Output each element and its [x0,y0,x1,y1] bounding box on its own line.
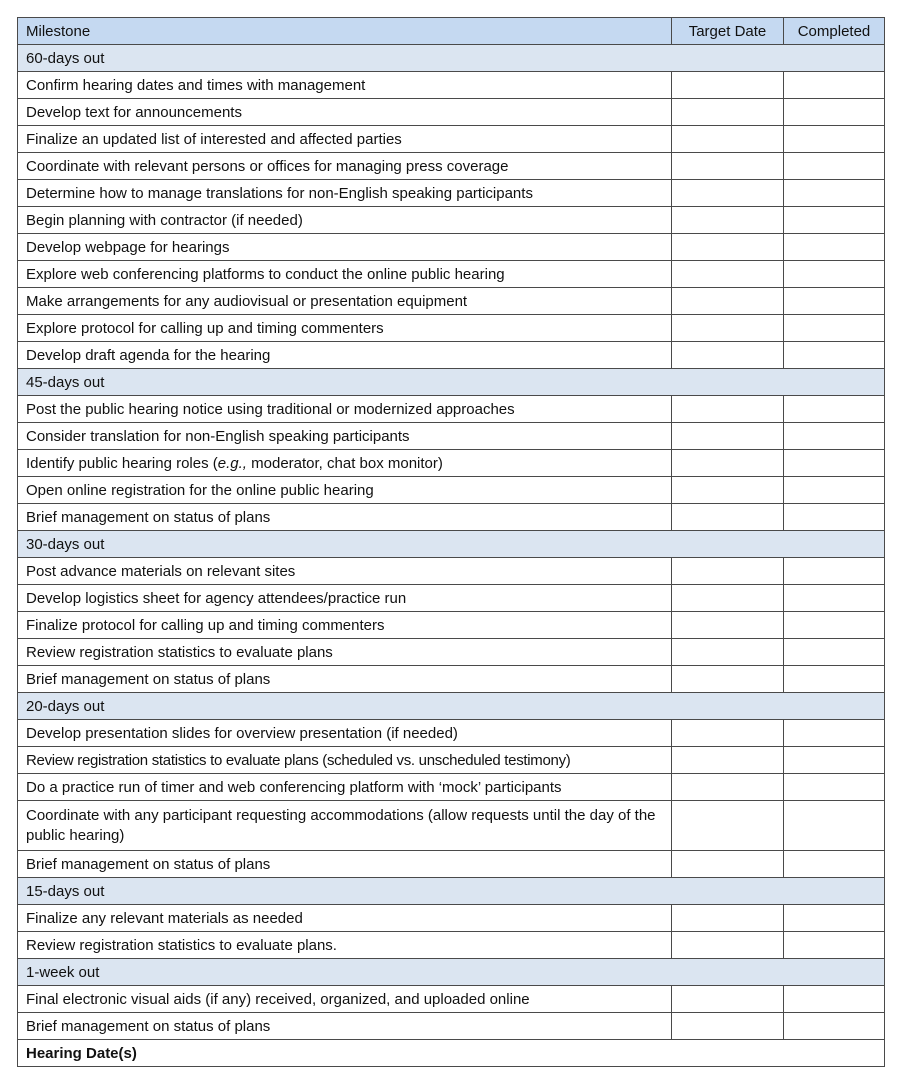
target-date-cell[interactable] [672,450,784,477]
completed-cell[interactable] [784,234,885,261]
target-date-cell[interactable] [672,932,784,959]
milestone-text: Finalize an updated list of interested and affected parties [18,126,672,153]
table-row [18,666,885,693]
target-date-cell[interactable] [672,261,784,288]
completed-cell[interactable] [784,342,885,369]
completed-cell[interactable] [784,747,885,774]
table-row [18,207,885,234]
table-row [18,126,885,153]
completed-cell[interactable] [784,288,885,315]
milestone-text: Review registration statistics to evaluate plans. [18,932,672,959]
completed-cell[interactable] [784,612,885,639]
table-row [18,477,885,504]
milestone-text: Brief management on status of plans [18,666,672,693]
completed-cell[interactable] [784,932,885,959]
table-row [18,612,885,639]
milestone-text: Post advance materials on relevant sites [18,558,672,585]
milestone-text: Confirm hearing dates and times with management [18,72,672,99]
target-date-cell[interactable] [672,72,784,99]
completed-cell[interactable] [784,450,885,477]
milestone-text: Finalize protocol for calling up and timing commenters [18,612,672,639]
completed-cell[interactable] [784,153,885,180]
milestone-text: Review registration statistics to evaluate plans (scheduled vs. unscheduled testimony) [18,747,672,774]
section-label: 1-week out [18,959,885,986]
section-row-1-week [18,959,885,986]
table-row [18,720,885,747]
section-row-20-days [18,693,885,720]
header-row [18,18,885,45]
milestone-text: Determine how to manage translations for non-English speaking participants [18,180,672,207]
milestone-text: Coordinate with any participant requesting accommodations (allow requests until the day of the public hearing) [18,801,672,851]
target-date-cell[interactable] [672,423,784,450]
milestone-text: Brief management on status of plans [18,504,672,531]
milestone-text: Explore web conferencing platforms to conduct the online public hearing [18,261,672,288]
completed-cell[interactable] [784,558,885,585]
completed-cell[interactable] [784,851,885,878]
table-row [18,1013,885,1040]
completed-cell[interactable] [784,396,885,423]
target-date-cell[interactable] [672,477,784,504]
target-date-cell[interactable] [672,774,784,801]
milestone-text: Do a practice run of timer and web conferencing platform with ‘mock’ participants [18,774,672,801]
target-date-cell[interactable] [672,639,784,666]
hearing-date-row [18,1040,885,1067]
target-date-cell[interactable] [672,342,784,369]
section-label: 30-days out [18,531,885,558]
milestone-text: Develop draft agenda for the hearing [18,342,672,369]
milestone-text: Coordinate with relevant persons or offices for managing press coverage [18,153,672,180]
target-date-cell[interactable] [672,1013,784,1040]
table-row [18,261,885,288]
milestone-text: Review registration statistics to evaluate plans [18,639,672,666]
completed-cell[interactable] [784,1013,885,1040]
table-row [18,288,885,315]
milestone-text: Finalize any relevant materials as needed [18,905,672,932]
completed-cell[interactable] [784,126,885,153]
section-label: 45-days out [18,369,885,396]
milestone-table [17,17,885,1067]
completed-cell[interactable] [784,801,885,851]
completed-cell[interactable] [784,315,885,342]
table-row [18,450,885,477]
table-row [18,72,885,99]
completed-cell[interactable] [784,720,885,747]
table-row [18,180,885,207]
milestone-text: Develop text for announcements [18,99,672,126]
table-row [18,504,885,531]
table-row [18,153,885,180]
table-row [18,423,885,450]
section-label: 20-days out [18,693,885,720]
target-date-cell[interactable] [672,504,784,531]
roles-emphasis: e.g., [217,454,247,472]
table-row [18,99,885,126]
table-row [18,851,885,878]
section-row-60-days [18,45,885,72]
table-row [18,342,885,369]
milestone-text: Begin planning with contractor (if needed) [18,207,672,234]
completed-cell[interactable] [784,72,885,99]
completed-cell[interactable] [784,585,885,612]
completed-cell[interactable] [784,905,885,932]
completed-cell[interactable] [784,180,885,207]
table-row [18,932,885,959]
target-date-cell[interactable] [672,99,784,126]
target-date-column-header: Target Date [672,18,784,45]
target-date-cell[interactable] [672,720,784,747]
roles-prefix: Identify public hearing roles ( [26,454,218,472]
completed-cell[interactable] [784,423,885,450]
table-row [18,905,885,932]
completed-cell[interactable] [784,639,885,666]
target-date-cell[interactable] [672,905,784,932]
target-date-cell[interactable] [672,288,784,315]
milestone-text: Open online registration for the online public hearing [18,477,672,504]
table-row [18,315,885,342]
target-date-cell[interactable] [672,207,784,234]
section-row-15-days [18,878,885,905]
target-date-cell[interactable] [672,851,784,878]
section-label: 15-days out [18,878,885,905]
milestone-text: Develop logistics sheet for agency attendees/practice run [18,585,672,612]
milestone-text: Final electronic visual aids (if any) received, organized, and uploaded online [18,986,672,1013]
milestone-text: Post the public hearing notice using traditional or modernized approaches [18,396,672,423]
section-row-45-days [18,369,885,396]
target-date-cell[interactable] [672,747,784,774]
section-row-30-days [18,531,885,558]
table-row [18,585,885,612]
completed-cell[interactable] [784,504,885,531]
table-row [18,234,885,261]
milestone-text: Brief management on status of plans [18,1013,672,1040]
completed-cell[interactable] [784,207,885,234]
target-date-cell[interactable] [672,801,784,851]
milestone-text: Develop presentation slides for overview presentation (if needed) [18,720,672,747]
milestone-column-header: Milestone [18,18,672,45]
target-date-cell[interactable] [672,585,784,612]
table-row [18,558,885,585]
milestone-text: Make arrangements for any audiovisual or presentation equipment [18,288,672,315]
target-date-cell[interactable] [672,986,784,1013]
target-date-cell[interactable] [672,234,784,261]
completed-cell[interactable] [784,774,885,801]
table-row [18,639,885,666]
table-row [18,747,885,774]
completed-cell[interactable] [784,261,885,288]
table-row [18,396,885,423]
target-date-cell[interactable] [672,612,784,639]
milestone-text: Consider translation for non-English speaking participants [18,423,672,450]
target-date-cell[interactable] [672,396,784,423]
target-date-cell[interactable] [672,558,784,585]
completed-cell[interactable] [784,666,885,693]
target-date-cell[interactable] [672,126,784,153]
milestone-text: Brief management on status of plans [18,851,672,878]
hearing-date-label: Hearing Date(s) [18,1040,885,1067]
table-row [18,774,885,801]
completed-column-header: Completed [784,18,885,45]
target-date-cell[interactable] [672,180,784,207]
completed-cell[interactable] [784,986,885,1013]
completed-cell[interactable] [784,99,885,126]
milestone-text [18,450,672,477]
roles-suffix: moderator, chat box monitor) [246,454,443,472]
target-date-cell[interactable] [672,153,784,180]
section-label: 60-days out [18,45,885,72]
table-row [18,986,885,1013]
milestone-text: Explore protocol for calling up and timing commenters [18,315,672,342]
milestone-text: Develop webpage for hearings [18,234,672,261]
target-date-cell[interactable] [672,666,784,693]
completed-cell[interactable] [784,477,885,504]
target-date-cell[interactable] [672,315,784,342]
table-row [18,801,885,851]
